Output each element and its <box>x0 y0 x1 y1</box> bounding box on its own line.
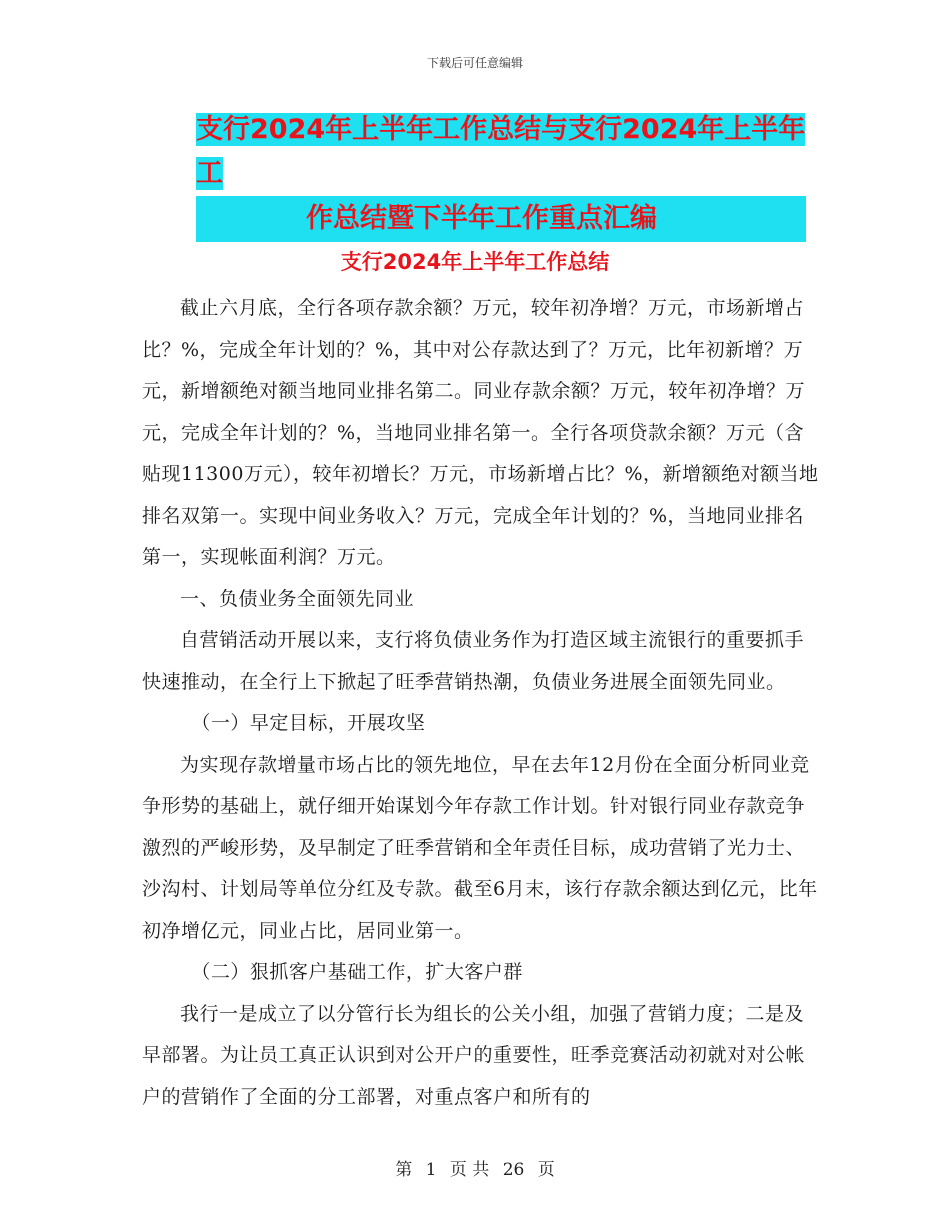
document-title <box>196 108 806 242</box>
section-title: 支行2024年上半年工作总结 <box>340 250 610 274</box>
footer-page-number: 1 <box>425 1160 437 1180</box>
subheading-customers: （二）狠抓客户基础工作，扩大客户群 <box>191 961 523 983</box>
header-note: 下载后可任意编辑 <box>426 56 523 70</box>
document-title-line-2: 作总结暨下半年工作重点汇编 <box>306 203 657 234</box>
footer-middle: 页 共 <box>449 1160 490 1180</box>
footer-suffix: 页 <box>537 1160 555 1180</box>
heading-liabilities: 一、负债业务全面领先同业 <box>180 587 415 610</box>
body-text <box>142 288 822 1118</box>
document-title-line-1: 支行2024年上半年工作总结与支行2024年上半年工 <box>196 114 806 189</box>
footer-prefix: 第 <box>395 1160 413 1180</box>
paragraph-targets: 为实现存款增量市场占比的领先地位，早在去年12月份在全面分析同业竞争形势的基础上，就仔细开始谋划今年存款工作计划。针对银行同业存款竞争激烈的严峻形势，及早制定了旺季营销和全年责任目标，成功营销了光力士、沙沟村、计划局等单位分红及专款。截至6月末，该行存款余额达到亿元，比年初净增亿元，同业占比，居同业第一。 <box>142 753 818 942</box>
paragraph-customers: 我行一是成立了以分管行长为组长的公关小组，加强了营销力度；二是及早部署。为让员工真正认识到对公开户的重要性，旺季竞赛活动初就对对公帐户的营销作了全面的分工部署，对重点客户和所有的 <box>142 1002 806 1108</box>
paragraph-summary: 截止六月底，全行各项存款余额？万元，较年初净增？万元，市场新增占比？%，完成全年计划的？%，其中对公存款达到了？万元，比年初新增？万元，新增额绝对额当地同业排名第二。同业存款余额？万元，较年初净增？万元，完成全年计划的？%，当地同业排名第一。全行各项贷款余额？万元（含贴现11300万元），较年初增长？万元，市场新增占比？%，新增额绝对额当地排名双第一。实现中间业务收入？万元，完成全年计划的？%，当地同业排名第一，实现帐面利润？万元。 <box>142 297 819 568</box>
footer-total-pages: 26 <box>502 1160 525 1180</box>
paragraph-liabilities: 自营销活动开展以来，支行将负债业务作为打造区域主流银行的重要抓手快速推动，在全行上下掀起了旺季营销热潮，负债业务进展全面领先同业。 <box>142 629 805 693</box>
subheading-targets: （一）早定目标，开展攻坚 <box>191 712 426 734</box>
page-footer <box>0 1155 950 1180</box>
